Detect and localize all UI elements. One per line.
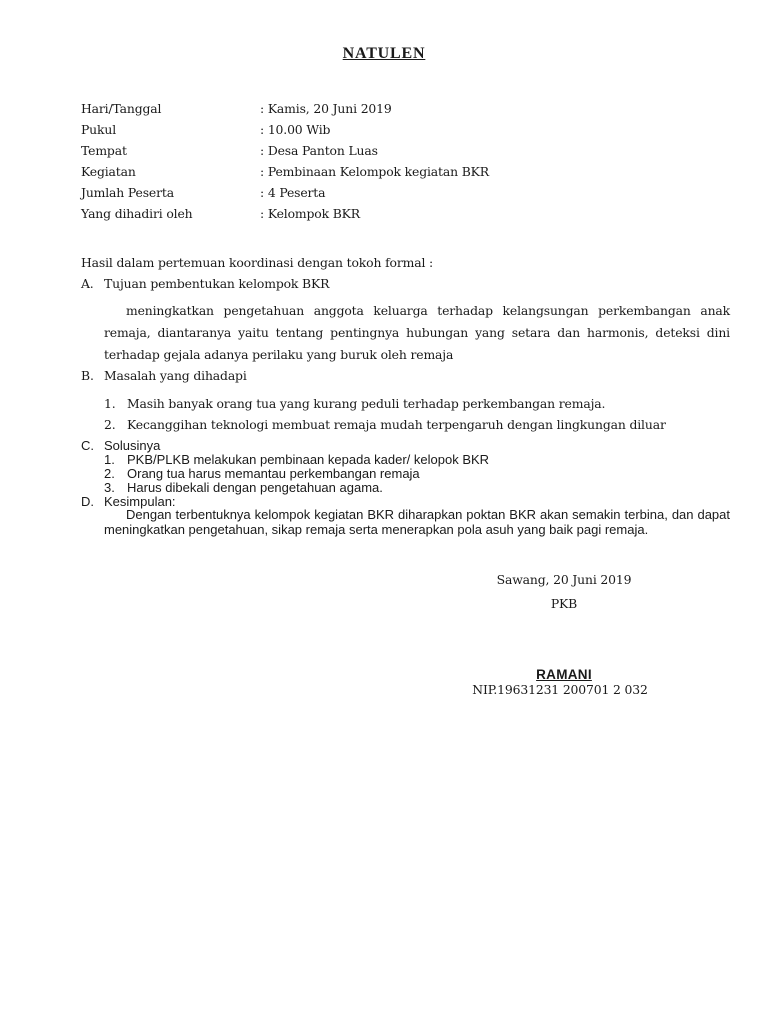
info-value-kegiatan: : Pembinaan Kelompok kegiatan BKR bbox=[260, 164, 489, 179]
info-value-tempat: : Desa Panton Luas bbox=[260, 143, 378, 158]
info-value-jumlah-peserta: : 4 Peserta bbox=[260, 185, 326, 200]
intro-text: Hasil dalam pertemuan koordinasi dengan tokoh formal : bbox=[81, 255, 434, 270]
signature-place-date: Sawang, 20 Juni 2019 bbox=[496, 572, 632, 587]
section-a-letter: A. bbox=[81, 276, 94, 291]
section-c-letter: C. bbox=[81, 438, 94, 453]
info-label-hari-tanggal: Hari/Tanggal bbox=[81, 101, 162, 116]
section-c-item-text: Orang tua harus memantau perkembangan remaja bbox=[127, 466, 420, 481]
info-value-hari-tanggal: : Kamis, 20 Juni 2019 bbox=[260, 101, 392, 116]
section-d-heading: Kesimpulan: bbox=[104, 494, 176, 509]
section-b-heading: Masalah yang dihadapi bbox=[104, 368, 247, 383]
section-c-item-number: 1. bbox=[104, 452, 115, 467]
info-label-tempat: Tempat bbox=[81, 143, 127, 158]
info-label-jumlah-peserta: Jumlah Peserta bbox=[81, 185, 174, 200]
section-c-item-number: 2. bbox=[104, 466, 115, 481]
section-b-item-number: 1. bbox=[104, 396, 116, 411]
section-d-letter: D. bbox=[81, 494, 94, 509]
section-b-letter: B. bbox=[81, 368, 94, 383]
signature-role: PKB bbox=[550, 596, 578, 611]
signature-nip: NIP.19631231 200701 2 032 bbox=[472, 682, 648, 697]
section-b-item-text: Masih banyak orang tua yang kurang peduli terhadap perkembangan remaja. bbox=[127, 396, 606, 411]
section-c-item-text: PKB/PLKB melakukan pembinaan kepada kader/ kelopok BKR bbox=[127, 452, 490, 467]
section-d-paragraph: Dengan terbentuknya kelompok kegiatan BKR diharapkan poktan BKR akan semakin terbina, dan dapat meningkatkan pengetahuan, sikap remaja serta menerapkan pola asuh yang baik pagi remaja. bbox=[104, 507, 730, 537]
info-label-pukul: Pukul bbox=[81, 122, 117, 137]
signature-name: RAMANI bbox=[536, 667, 592, 682]
section-c-heading: Solusinya bbox=[104, 438, 161, 453]
section-b-item-number: 2. bbox=[104, 417, 116, 432]
info-label-kegiatan: Kegiatan bbox=[81, 164, 136, 179]
section-a-paragraph: meningkatkan pengetahuan anggota keluarga terhadap kelangsungan perkembangan anak remaja, diantaranya yaitu tentang pentingnya hubungan yang setara dan harmonis, deteksi dini terhadap gejala adanya perilaku yang buruk oleh remaja bbox=[104, 303, 730, 362]
section-a-heading: Tujuan pembentukan kelompok BKR bbox=[104, 276, 330, 291]
section-c-item-number: 3. bbox=[104, 480, 115, 495]
info-label-dihadiri-oleh: Yang dihadiri oleh bbox=[81, 206, 193, 221]
document-title: NATULEN bbox=[342, 45, 426, 62]
info-value-pukul: : 10.00 Wib bbox=[260, 122, 331, 137]
section-c-item-text: Harus dibekali dengan pengetahuan agama. bbox=[127, 480, 383, 495]
section-b-item-text: Kecanggihan teknologi membuat remaja mudah terpengaruh dengan lingkungan diluar bbox=[127, 417, 666, 432]
info-value-dihadiri-oleh: : Kelompok BKR bbox=[260, 206, 360, 221]
